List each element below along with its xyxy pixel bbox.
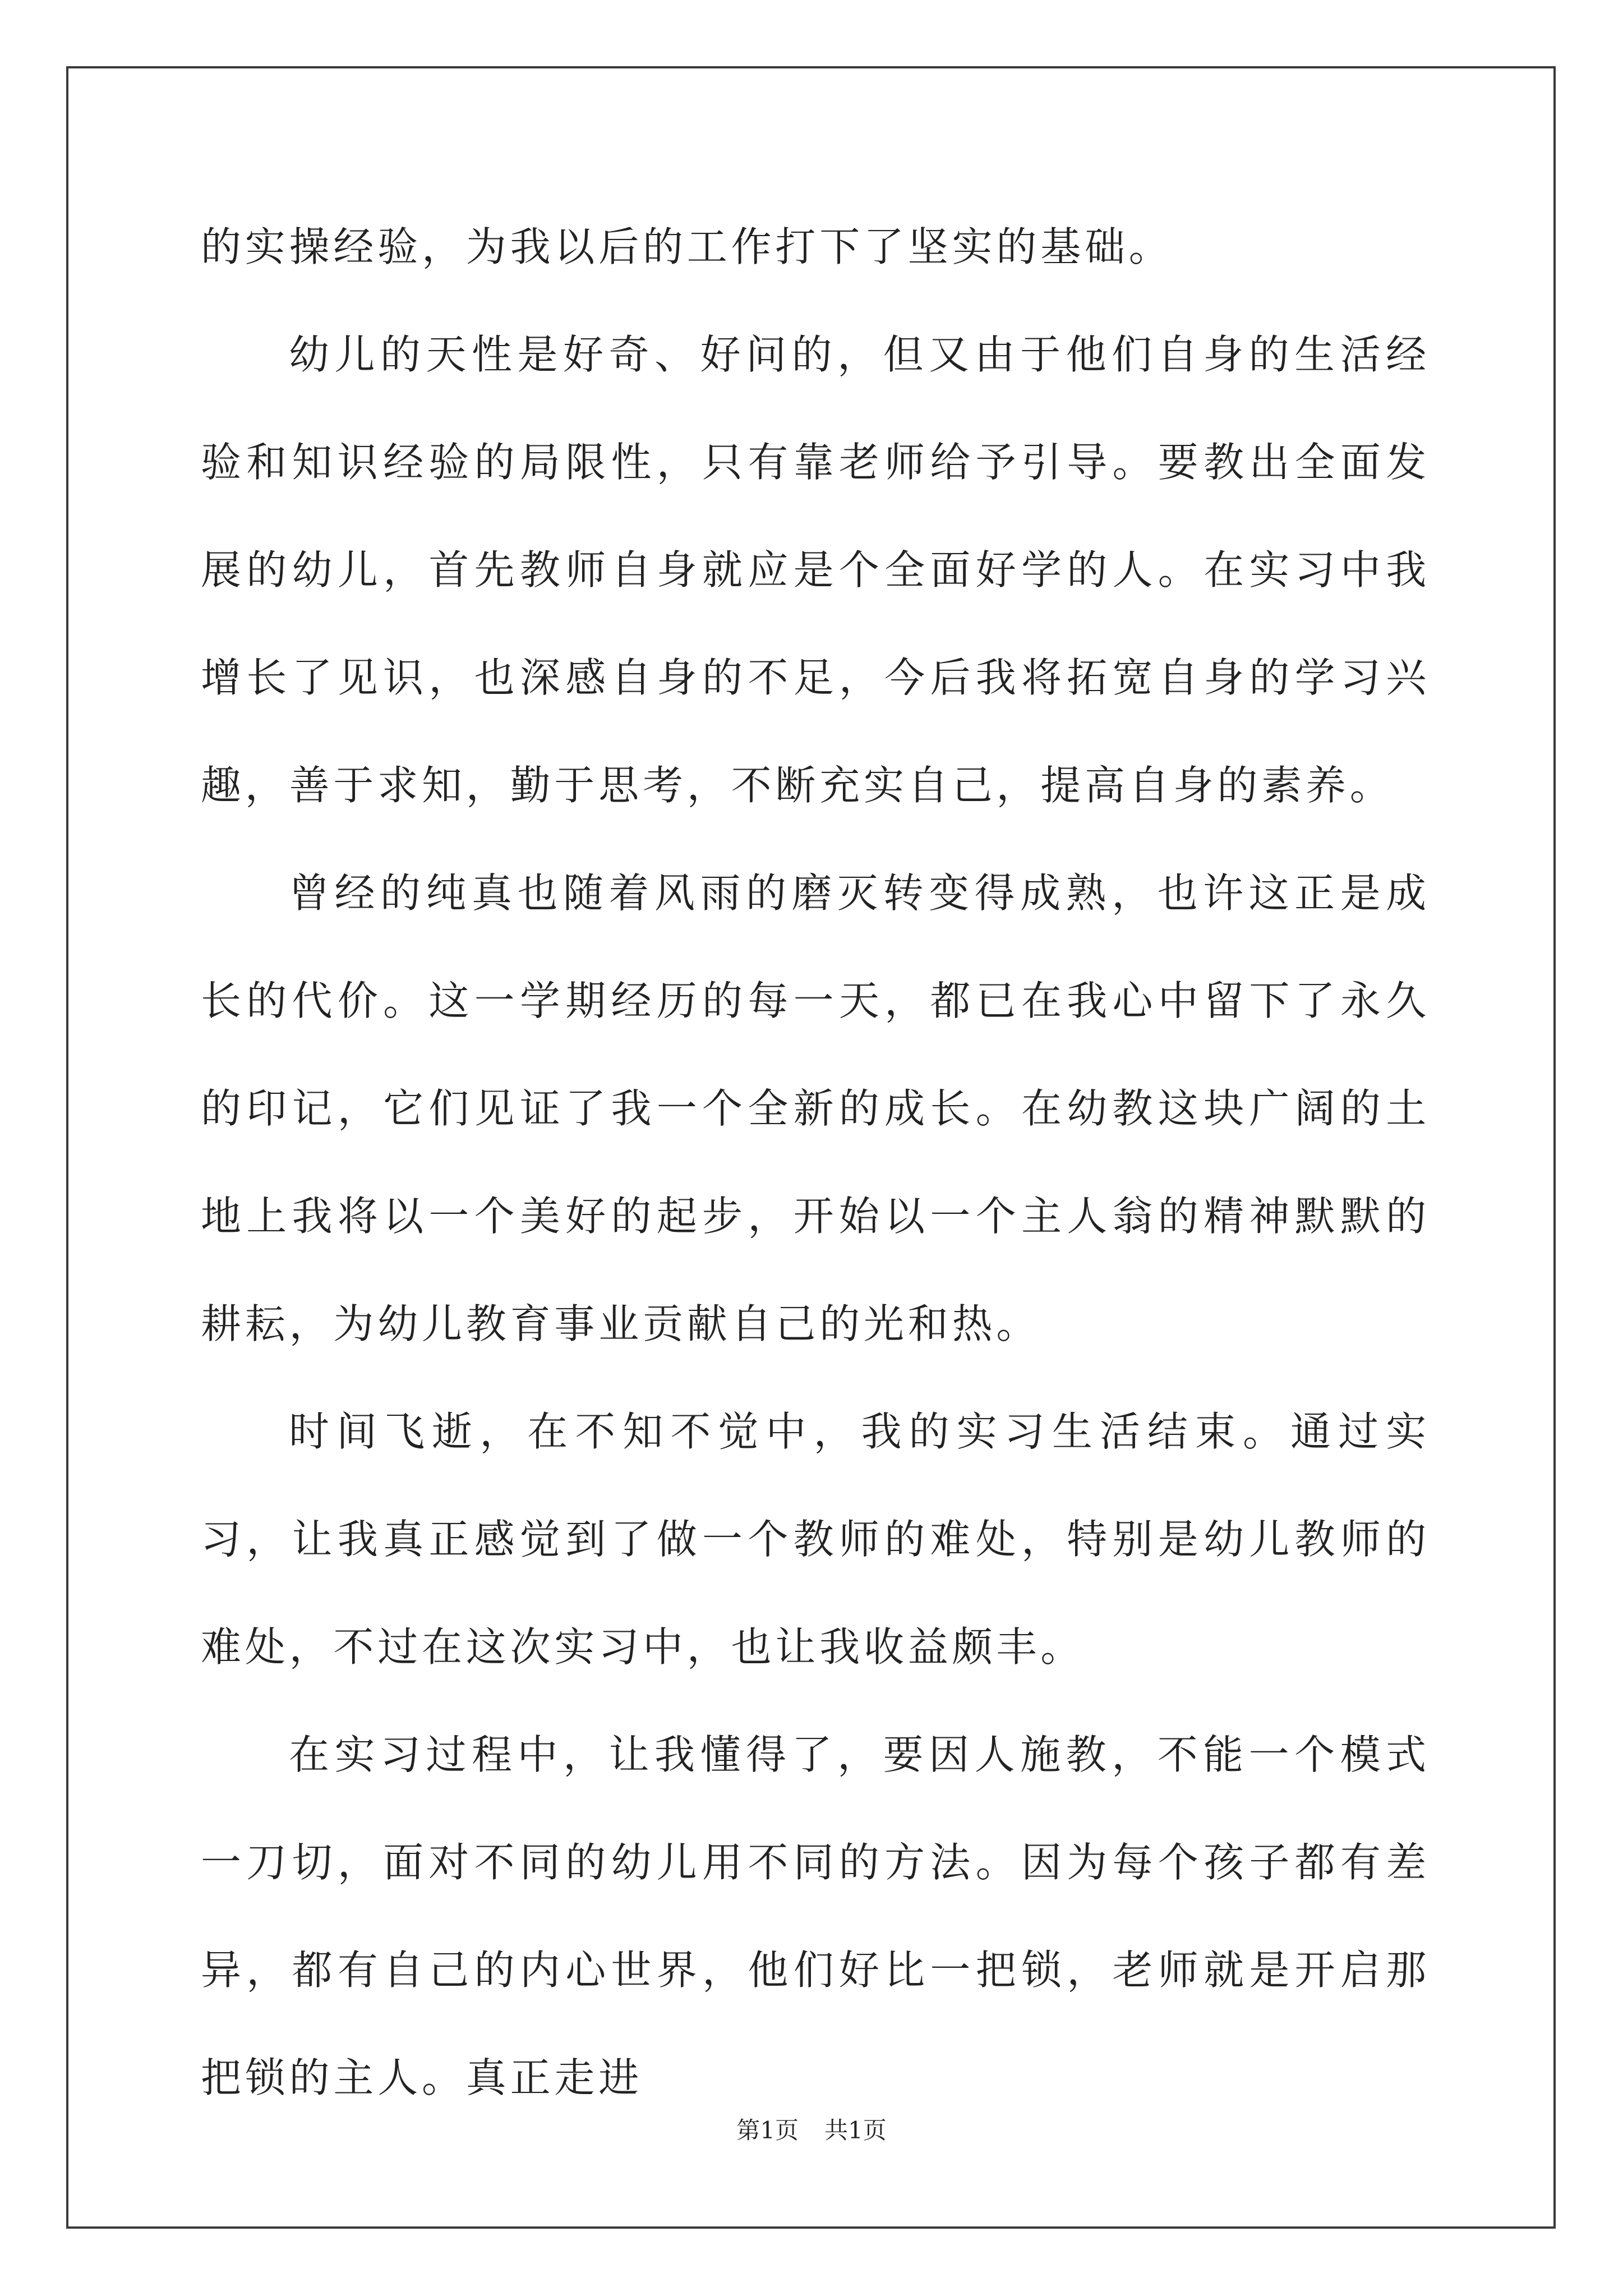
paragraph-5: 在实习过程中，让我懂得了，要因人施教，不能一个模式一刀切，面对不同的幼儿用不同的方法。因为每个孩子都有差异，都有自己的内心世界，他们好比一把锁，老师就是开启那把锁的主人。真正走进 [201,1731,1430,2101]
paragraph-2: 幼儿的天性是好奇、好问的，但又由于他们自身的生活经验和知识经验的局限性，只有靠老师给予引导。要教出全面发展的幼儿，首先教师自身就应是个全面好学的人。在实习中我增长了见识，也深感自身的不足，今后我将拓宽自身的学习兴趣，善于求知，勤于思考，不断充实自己，提高自身的素养。 [201,331,1430,809]
page-number: 第1页 [736,2116,799,2144]
paragraph-1: 的实操经验，为我以后的工作打下了坚实的基础。 [201,223,1173,270]
page-total: 共1页 [824,2116,887,2144]
document-body [201,193,1430,2132]
paragraph-4: 时间飞逝，在不知不觉中，我的实习生活结束。通过实习，让我真正感觉到了做一个教师的难处，特别是幼儿教师的难处，不过在这次实习中，也让我收益颇丰。 [201,1408,1430,1671]
page-footer [0,2114,1623,2147]
paragraph-3: 曾经的纯真也随着风雨的磨灭转变得成熟，也许这正是成长的代价。这一学期经历的每一天，都已在我心中留下了永久的印记，它们见证了我一个全新的成长。在幼教这块广阔的土地上我将以一个美好的起步，开始以一个主人翁的精神默默的耕耘，为幼儿教育事业贡献自己的光和热。 [201,869,1430,1347]
